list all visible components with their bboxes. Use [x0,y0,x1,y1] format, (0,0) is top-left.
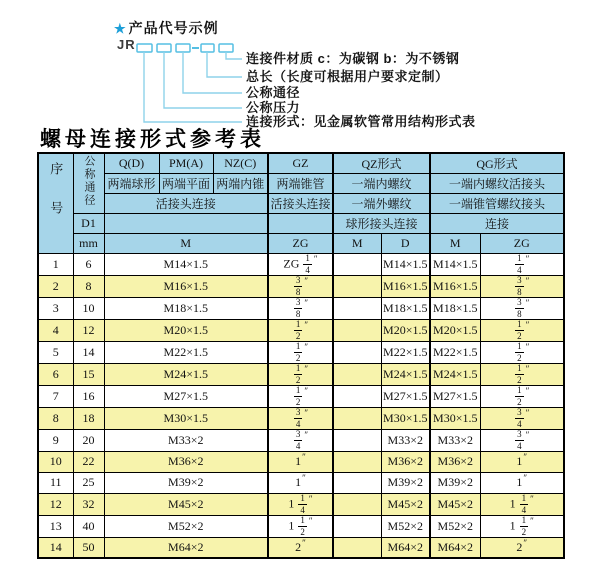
table-cell: 50 [73,537,104,558]
table-cell: 1 $\frac{1}{4}$ ″ [268,493,333,515]
table-cell: $\frac{1}{2}$ ″ [268,319,333,341]
table-cell: M39×2 [430,472,480,493]
table-cell [333,385,381,407]
table-row [38,253,564,275]
header-empty-gz [268,213,333,233]
table-cell: M20×1.5 [381,319,430,341]
table-cell: M24×1.5 [430,363,480,385]
table-cell: M20×1.5 [430,319,480,341]
table-cell: M18×1.5 [430,297,480,319]
table-cell: 3 [38,297,73,319]
table-cell: 32 [73,493,104,515]
table-cell: M27×1.5 [381,385,430,407]
table-cell: M18×1.5 [104,297,268,319]
header-m-conn: 活接头连接 [104,193,268,213]
header-zg: ZG [268,233,333,253]
header-qg: QG形式 [430,153,564,173]
table-cell: 2 [38,275,73,297]
table-cell [333,253,381,275]
table-cell: $\frac{3}{4}$ ″ [480,407,564,429]
table-cell [333,472,381,493]
table-row [38,275,564,297]
table-cell: M39×2 [381,472,430,493]
table-cell: M33×2 [430,429,480,451]
connector-line-form [144,52,242,122]
product-code-heading-text: 产品代号示例 [128,20,219,36]
table-cell: M14×1.5 [381,253,430,275]
connector-line-pressure [164,52,242,108]
table-row [38,319,564,341]
table-cell: $\frac{1}{4}$ ″ [480,253,564,275]
table-cell: M16×1.5 [104,275,268,297]
table-cell: M39×2 [104,472,268,493]
table-cell: 1 $\frac{1}{4}$ ″ [480,493,564,515]
table-row [38,363,564,385]
table-cell [333,297,381,319]
code-label-length: 总长（长度可根据用户要求定制） [246,69,449,84]
table-row [38,297,564,319]
header-m: M [104,233,268,253]
code-box-1 [137,44,152,52]
table-cell: M52×2 [104,515,268,537]
table-cell: M30×1.5 [430,407,480,429]
table-cell: 1 $\frac{1}{2}$ ″ [480,515,564,537]
table-cell: M64×2 [381,537,430,558]
table-cell: M36×2 [104,451,268,472]
code-box-3 [176,44,190,52]
table-cell: M30×1.5 [104,407,268,429]
table-cell: ZG $\frac{1}{4}$ ″ [268,253,333,275]
table-cell: M22×1.5 [430,341,480,363]
table-cell: 22 [73,451,104,472]
table-cell: 9 [38,429,73,451]
table-cell [333,493,381,515]
table-cell: 40 [73,515,104,537]
table-cell: M22×1.5 [104,341,268,363]
table-cell: M36×2 [381,451,430,472]
header-qz-sub1: 一端内螺纹 [333,173,430,193]
table-cell: M27×1.5 [104,385,268,407]
header-pma-sub: 两端平面 [159,173,213,193]
table-cell: 6 [73,253,104,275]
star-icon: ★ [114,21,127,36]
header-d1: D1 [73,213,104,233]
table-cell: M24×1.5 [381,363,430,385]
header-empty-m [104,213,268,233]
header-qg-conn: 连接 [430,213,564,233]
table-cell [333,363,381,385]
table-body [38,253,564,558]
table-cell: $\frac{3}{8}$ ″ [480,275,564,297]
table-cell: $\frac{3}{8}$ ″ [480,297,564,319]
table-cell: M52×2 [381,515,430,537]
table-cell: 14 [73,341,104,363]
header-row-3 [38,193,564,213]
table-cell: M20×1.5 [104,319,268,341]
table-row [38,537,564,558]
table-cell [333,515,381,537]
code-label-diameter: 公称通径 [246,85,301,100]
header-mm: mm [73,233,104,253]
table-row [38,341,564,363]
table-cell: M16×1.5 [381,275,430,297]
page-title: 螺母连接形式参考表 [40,126,265,151]
table-cell: M52×2 [430,515,480,537]
table-row [38,493,564,515]
code-box-5 [219,44,233,52]
table-cell: 8 [38,407,73,429]
table-cell: $\frac{1}{2}$ ″ [268,385,333,407]
header-row-5 [38,233,564,253]
table-cell: M33×2 [104,429,268,451]
header-nzc-sub: 两端内锥 [213,173,268,193]
table-cell: 1 [38,253,73,275]
table-cell: 1″ [268,472,333,493]
connector-line-material [226,52,242,59]
header-gz: GZ [268,153,333,173]
table-row [38,472,564,493]
reference-table [37,152,565,559]
table-cell: M24×1.5 [104,363,268,385]
table-cell [333,275,381,297]
table-cell [333,407,381,429]
table-cell [333,319,381,341]
table-cell: 25 [73,472,104,493]
table-cell: 10 [38,451,73,472]
code-label-material: 连接件材质 c：为碳钢 b：为不锈钢 [246,51,460,66]
table-cell [333,537,381,558]
table-cell: 12 [38,493,73,515]
header-row-4 [38,213,564,233]
header-gz-sub: 两端锥管 [268,173,333,193]
header-row-1 [38,153,564,173]
code-box-2 [157,44,171,52]
table-cell: 12 [73,319,104,341]
code-label-form: 连接形式：见金属软管常用结构形式表 [246,114,476,129]
header-qz: QZ形式 [333,153,430,173]
header-qd-sub: 两端球形 [104,173,159,193]
table-cell: M36×2 [430,451,480,472]
table-cell: M22×1.5 [381,341,430,363]
table-cell: $\frac{3}{4}$ ″ [268,407,333,429]
table-cell: $\frac{1}{2}$ ″ [480,363,564,385]
table-cell: M18×1.5 [381,297,430,319]
table-cell: $\frac{1}{2}$ ″ [480,385,564,407]
table-cell: 10 [73,297,104,319]
table-cell: M33×2 [381,429,430,451]
table-cell: $\frac{3}{4}$ ″ [480,429,564,451]
product-code-prefix: JR [117,37,136,52]
table-cell: 5 [38,341,73,363]
table-cell: 15 [73,363,104,385]
table-cell: 6 [38,363,73,385]
header-nzc: NZ(C) [213,153,268,173]
table-cell [333,451,381,472]
table-row [38,429,564,451]
header-qz-m: M [333,233,381,253]
table-row [38,385,564,407]
table-cell: 1″ [268,451,333,472]
header-gz-conn: 活接头连接 [268,193,333,213]
table-cell: 11 [38,472,73,493]
header-qz-conn: 球形接头连接 [333,213,430,233]
table-cell: $\frac{1}{2}$ ″ [480,341,564,363]
table-cell: M45×2 [430,493,480,515]
table-cell: M14×1.5 [104,253,268,275]
table-cell: $\frac{3}{8}$ ″ [268,275,333,297]
table-cell: 1″ [480,451,564,472]
header-dn: 公称通径 [73,153,104,213]
table-cell: 14 [38,537,73,558]
table-cell: 13 [38,515,73,537]
table-cell: 18 [73,407,104,429]
table-cell: $\frac{3}{4}$ ″ [268,429,333,451]
table-cell: M16×1.5 [430,275,480,297]
table-cell: 2″ [268,537,333,558]
table-cell: 1″ [480,472,564,493]
connector-line-length [207,52,242,77]
table-cell: $\frac{1}{2}$ ″ [268,341,333,363]
header-qz-d: D [381,233,430,253]
table-cell: M30×1.5 [381,407,430,429]
table-cell: 20 [73,429,104,451]
header-qd: Q(D) [104,153,159,173]
table-row [38,451,564,472]
table-cell: 1 $\frac{1}{2}$ ″ [268,515,333,537]
table-cell: 8 [73,275,104,297]
table-cell [333,429,381,451]
table-cell: $\frac{1}{2}$ ″ [268,363,333,385]
header-qg-zg: ZG [480,233,564,253]
connector-line-diameter [183,52,242,93]
table-cell: 16 [73,385,104,407]
table-cell: 2″ [480,537,564,558]
header-qg-sub1: 一端内螺纹活接头 [430,173,564,193]
table-cell: M45×2 [104,493,268,515]
table-cell: $\frac{3}{8}$ ″ [268,297,333,319]
table-cell: M64×2 [104,537,268,558]
table-cell: M27×1.5 [430,385,480,407]
header-xuhao: 序号 [38,153,73,253]
header-qg-m: M [430,233,480,253]
table-cell [333,341,381,363]
table-cell: M64×2 [430,537,480,558]
header-pma: PM(A) [159,153,213,173]
header-row-2 [38,173,564,193]
header-qz-sub2: 一端外螺纹 [333,193,430,213]
table-cell: M14×1.5 [430,253,480,275]
code-box-4 [201,44,214,52]
code-label-pressure: 公称压力 [246,100,301,115]
header-qg-sub2: 一端锥管螺纹接头 [430,193,564,213]
table-cell: 4 [38,319,73,341]
table-row [38,515,564,537]
table-row [38,407,564,429]
table-cell: M45×2 [381,493,430,515]
table-cell: $\frac{1}{2}$ ″ [480,319,564,341]
table-cell: 7 [38,385,73,407]
